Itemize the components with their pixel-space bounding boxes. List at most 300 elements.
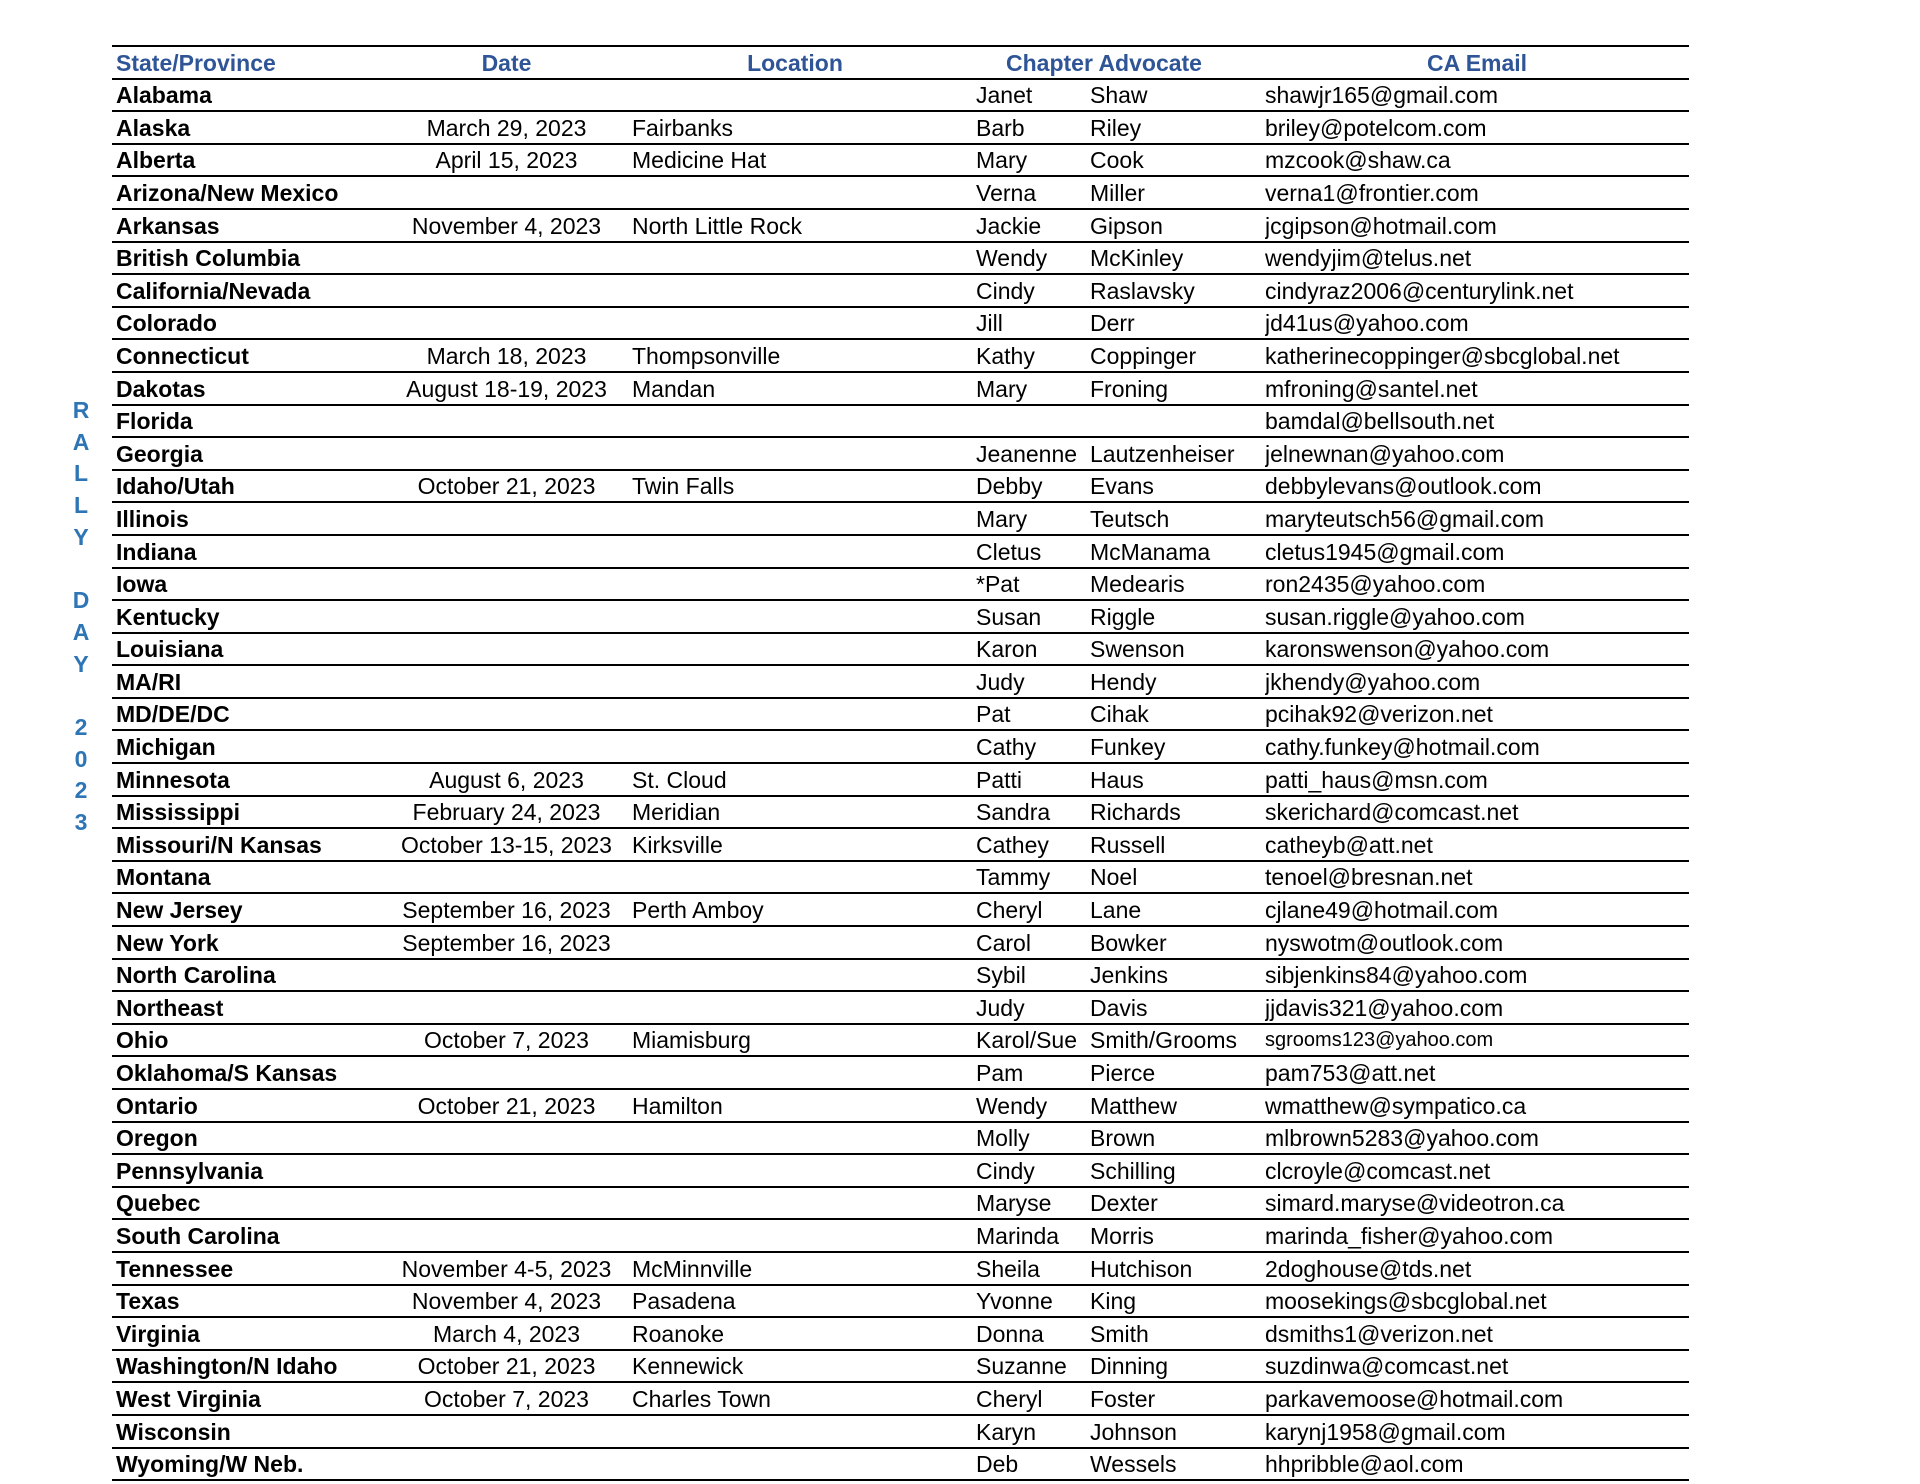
date-cell xyxy=(389,405,624,438)
header-ca-email: CA Email xyxy=(1265,46,1689,79)
advocate-first-name-cell: Pam xyxy=(966,1056,1090,1089)
date-cell xyxy=(389,1154,624,1187)
state-cell: Washington/N Idaho xyxy=(112,1350,389,1383)
state-cell: Connecticut xyxy=(112,339,389,372)
ca-email-cell: parkavemoose@hotmail.com xyxy=(1265,1382,1689,1415)
table-row xyxy=(112,1317,1689,1350)
advocate-last-name-cell: Haus xyxy=(1090,763,1265,796)
ca-email-cell: wmatthew@sympatico.ca xyxy=(1265,1089,1689,1122)
location-cell xyxy=(624,600,966,633)
state-cell: Wyoming/W Neb. xyxy=(112,1448,389,1481)
ca-email-cell: pcihak92@verizon.net xyxy=(1265,698,1689,731)
rally-day-side-label xyxy=(66,395,96,839)
location-cell xyxy=(624,861,966,894)
advocate-first-name-cell: Karol/Sue xyxy=(966,1024,1090,1057)
table-row xyxy=(112,502,1689,535)
table-row xyxy=(112,1122,1689,1155)
side-label-letter: Y xyxy=(73,523,89,550)
state-cell: British Columbia xyxy=(112,242,389,275)
table-row xyxy=(112,991,1689,1024)
state-cell: Oregon xyxy=(112,1122,389,1155)
table-row xyxy=(112,1089,1689,1122)
date-cell xyxy=(389,535,624,568)
location-cell: Fairbanks xyxy=(624,111,966,144)
table-row xyxy=(112,796,1689,829)
location-cell xyxy=(624,730,966,763)
ca-email-cell: karynj1958@gmail.com xyxy=(1265,1415,1689,1448)
table-row xyxy=(112,274,1689,307)
date-cell: November 4, 2023 xyxy=(389,209,624,242)
location-cell: Miamisburg xyxy=(624,1024,966,1057)
advocate-first-name-cell: Sheila xyxy=(966,1252,1090,1285)
location-cell: Medicine Hat xyxy=(624,144,966,177)
table-row xyxy=(112,339,1689,372)
date-cell xyxy=(389,600,624,633)
location-cell xyxy=(624,535,966,568)
state-cell: Iowa xyxy=(112,568,389,601)
chapter-advocate-table xyxy=(112,45,1689,1481)
table-row xyxy=(112,1056,1689,1089)
ca-email-cell: hhpribble@aol.com xyxy=(1265,1448,1689,1481)
advocate-first-name-cell: Maryse xyxy=(966,1187,1090,1220)
advocate-last-name-cell: Johnson xyxy=(1090,1415,1265,1448)
location-cell: Kirksville xyxy=(624,828,966,861)
advocate-last-name-cell: Miller xyxy=(1090,176,1265,209)
ca-email-cell: marinda_fisher@yahoo.com xyxy=(1265,1219,1689,1252)
header-state: State/Province xyxy=(112,46,389,79)
table-row xyxy=(112,1448,1689,1481)
advocate-first-name-cell: Sybil xyxy=(966,959,1090,992)
advocate-first-name-cell: Judy xyxy=(966,991,1090,1024)
state-cell: Wisconsin xyxy=(112,1415,389,1448)
ca-email-cell: mlbrown5283@yahoo.com xyxy=(1265,1122,1689,1155)
advocate-first-name-cell: Wendy xyxy=(966,242,1090,275)
date-cell xyxy=(389,176,624,209)
table-row xyxy=(112,1252,1689,1285)
advocate-last-name-cell: Raslavsky xyxy=(1090,274,1265,307)
advocate-first-name-cell: Cindy xyxy=(966,1154,1090,1187)
ca-email-cell: nyswotm@outlook.com xyxy=(1265,926,1689,959)
location-cell: Hamilton xyxy=(624,1089,966,1122)
advocate-first-name-cell: Patti xyxy=(966,763,1090,796)
advocate-first-name-cell: Barb xyxy=(966,111,1090,144)
table-row xyxy=(112,1350,1689,1383)
location-cell xyxy=(624,568,966,601)
table-row xyxy=(112,633,1689,666)
location-cell: McMinnville xyxy=(624,1252,966,1285)
advocate-last-name-cell: Matthew xyxy=(1090,1089,1265,1122)
table-row xyxy=(112,79,1689,112)
date-cell: August 6, 2023 xyxy=(389,763,624,796)
advocate-last-name-cell: Smith xyxy=(1090,1317,1265,1350)
date-cell: March 29, 2023 xyxy=(389,111,624,144)
table-row xyxy=(112,665,1689,698)
state-cell: Arkansas xyxy=(112,209,389,242)
ca-email-cell: debbylevans@outlook.com xyxy=(1265,470,1689,503)
ca-email-cell: moosekings@sbcglobal.net xyxy=(1265,1285,1689,1318)
side-label-letter: L xyxy=(73,460,89,487)
advocate-last-name-cell: King xyxy=(1090,1285,1265,1318)
table-row xyxy=(112,242,1689,275)
table-row xyxy=(112,405,1689,438)
advocate-last-name-cell: Bowker xyxy=(1090,926,1265,959)
table-row xyxy=(112,535,1689,568)
advocate-first-name-cell: Tammy xyxy=(966,861,1090,894)
date-cell xyxy=(389,242,624,275)
state-cell: New Jersey xyxy=(112,893,389,926)
ca-email-cell: clcroyle@comcast.net xyxy=(1265,1154,1689,1187)
location-cell: North Little Rock xyxy=(624,209,966,242)
side-label-letter: A xyxy=(72,428,90,455)
table-row xyxy=(112,1382,1689,1415)
date-cell: October 21, 2023 xyxy=(389,470,624,503)
table-row xyxy=(112,176,1689,209)
advocate-first-name-cell: Yvonne xyxy=(966,1285,1090,1318)
state-cell: North Carolina xyxy=(112,959,389,992)
advocate-last-name-cell: Medearis xyxy=(1090,568,1265,601)
advocate-last-name-cell: McKinley xyxy=(1090,242,1265,275)
table-row xyxy=(112,568,1689,601)
advocate-first-name-cell: Carol xyxy=(966,926,1090,959)
advocate-first-name-cell: Marinda xyxy=(966,1219,1090,1252)
location-cell: Pasadena xyxy=(624,1285,966,1318)
ca-email-cell: cindyraz2006@centurylink.net xyxy=(1265,274,1689,307)
location-cell xyxy=(624,1187,966,1220)
state-cell: Tennessee xyxy=(112,1252,389,1285)
advocate-last-name-cell: Russell xyxy=(1090,828,1265,861)
ca-email-cell: jd41us@yahoo.com xyxy=(1265,307,1689,340)
date-cell: April 15, 2023 xyxy=(389,144,624,177)
advocate-last-name-cell: Lane xyxy=(1090,893,1265,926)
state-cell: Ohio xyxy=(112,1024,389,1057)
ca-email-cell: tenoel@bresnan.net xyxy=(1265,861,1689,894)
advocate-last-name-cell: Hutchison xyxy=(1090,1252,1265,1285)
table-row xyxy=(112,372,1689,405)
state-cell: Quebec xyxy=(112,1187,389,1220)
state-cell: Minnesota xyxy=(112,763,389,796)
side-label-letter: 3 xyxy=(74,808,88,835)
state-cell: Indiana xyxy=(112,535,389,568)
ca-email-cell: karonswenson@yahoo.com xyxy=(1265,633,1689,666)
advocate-first-name-cell: Donna xyxy=(966,1317,1090,1350)
advocate-first-name-cell: Cheryl xyxy=(966,893,1090,926)
table-row xyxy=(112,470,1689,503)
advocate-last-name-cell: Funkey xyxy=(1090,730,1265,763)
side-label-letter: Y xyxy=(73,650,89,677)
table-row xyxy=(112,1415,1689,1448)
table-header xyxy=(112,46,1689,79)
state-cell: Ontario xyxy=(112,1089,389,1122)
location-cell: Charles Town xyxy=(624,1382,966,1415)
advocate-first-name-cell: Susan xyxy=(966,600,1090,633)
state-cell: Pennsylvania xyxy=(112,1154,389,1187)
state-cell: South Carolina xyxy=(112,1219,389,1252)
table-row xyxy=(112,1187,1689,1220)
ca-email-cell: katherinecoppinger@sbcglobal.net xyxy=(1265,339,1689,372)
state-cell: Idaho/Utah xyxy=(112,470,389,503)
location-cell xyxy=(624,1122,966,1155)
location-cell xyxy=(624,1219,966,1252)
ca-email-cell: sibjenkins84@yahoo.com xyxy=(1265,959,1689,992)
location-cell: Meridian xyxy=(624,796,966,829)
ca-email-cell: maryteutsch56@gmail.com xyxy=(1265,502,1689,535)
state-cell: Arizona/New Mexico xyxy=(112,176,389,209)
advocate-last-name-cell: Froning xyxy=(1090,372,1265,405)
advocate-last-name-cell: Noel xyxy=(1090,861,1265,894)
ca-email-cell: wendyjim@telus.net xyxy=(1265,242,1689,275)
date-cell: August 18-19, 2023 xyxy=(389,372,624,405)
state-cell: MA/RI xyxy=(112,665,389,698)
advocate-last-name-cell: Morris xyxy=(1090,1219,1265,1252)
advocate-first-name-cell: Kathy xyxy=(966,339,1090,372)
date-cell: October 7, 2023 xyxy=(389,1382,624,1415)
state-cell: New York xyxy=(112,926,389,959)
state-cell: Kentucky xyxy=(112,600,389,633)
location-cell xyxy=(624,1056,966,1089)
advocate-last-name-cell: Smith/Grooms xyxy=(1090,1024,1265,1057)
advocate-first-name-cell: Cathy xyxy=(966,730,1090,763)
table-row xyxy=(112,600,1689,633)
advocate-last-name-cell: Gipson xyxy=(1090,209,1265,242)
advocate-first-name-cell: Mary xyxy=(966,372,1090,405)
advocate-last-name-cell: Derr xyxy=(1090,307,1265,340)
advocate-last-name-cell: McManama xyxy=(1090,535,1265,568)
date-cell xyxy=(389,1187,624,1220)
table-row xyxy=(112,698,1689,731)
advocate-last-name-cell: Jenkins xyxy=(1090,959,1265,992)
table-row xyxy=(112,730,1689,763)
side-label-letter: A xyxy=(72,618,90,645)
ca-email-cell: shawjr165@gmail.com xyxy=(1265,79,1689,112)
state-cell: Texas xyxy=(112,1285,389,1318)
location-cell xyxy=(624,991,966,1024)
ca-email-cell: cletus1945@gmail.com xyxy=(1265,535,1689,568)
location-cell xyxy=(624,926,966,959)
date-cell: November 4, 2023 xyxy=(389,1285,624,1318)
date-cell xyxy=(389,991,624,1024)
table-row xyxy=(112,1154,1689,1187)
location-cell: Perth Amboy xyxy=(624,893,966,926)
table-row xyxy=(112,307,1689,340)
location-cell xyxy=(624,79,966,112)
advocate-last-name-cell: Dinning xyxy=(1090,1350,1265,1383)
ca-email-cell: simard.maryse@videotron.ca xyxy=(1265,1187,1689,1220)
advocate-first-name-cell: Debby xyxy=(966,470,1090,503)
side-label-letter xyxy=(66,680,96,712)
advocate-first-name-cell: Deb xyxy=(966,1448,1090,1481)
date-cell: September 16, 2023 xyxy=(389,926,624,959)
ca-email-cell: patti_haus@msn.com xyxy=(1265,763,1689,796)
state-cell: Alberta xyxy=(112,144,389,177)
ca-email-cell: susan.riggle@yahoo.com xyxy=(1265,600,1689,633)
state-cell: California/Nevada xyxy=(112,274,389,307)
location-cell xyxy=(624,274,966,307)
date-cell xyxy=(389,633,624,666)
state-cell: Missouri/N Kansas xyxy=(112,828,389,861)
table-row xyxy=(112,861,1689,894)
advocate-last-name-cell xyxy=(1090,405,1265,438)
advocate-first-name-cell: Suzanne xyxy=(966,1350,1090,1383)
table-row xyxy=(112,828,1689,861)
header-date: Date xyxy=(389,46,624,79)
advocate-last-name-cell: Swenson xyxy=(1090,633,1265,666)
date-cell: September 16, 2023 xyxy=(389,893,624,926)
ca-email-cell: 2doghouse@tds.net xyxy=(1265,1252,1689,1285)
table-row xyxy=(112,926,1689,959)
date-cell xyxy=(389,307,624,340)
ca-email-cell: sgrooms123@yahoo.com xyxy=(1265,1024,1689,1057)
location-cell xyxy=(624,502,966,535)
advocate-last-name-cell: Schilling xyxy=(1090,1154,1265,1187)
table-row xyxy=(112,111,1689,144)
state-cell: Florida xyxy=(112,405,389,438)
date-cell xyxy=(389,1056,624,1089)
advocate-last-name-cell: Coppinger xyxy=(1090,339,1265,372)
ca-email-cell: mfroning@santel.net xyxy=(1265,372,1689,405)
advocate-first-name-cell: Cindy xyxy=(966,274,1090,307)
state-cell: Mississippi xyxy=(112,796,389,829)
ca-email-cell: mzcook@shaw.ca xyxy=(1265,144,1689,177)
advocate-first-name-cell: Jeanenne xyxy=(966,437,1090,470)
advocate-first-name-cell: Cletus xyxy=(966,535,1090,568)
date-cell xyxy=(389,568,624,601)
side-label-letter: 2 xyxy=(74,713,88,740)
date-cell: October 21, 2023 xyxy=(389,1089,624,1122)
date-cell xyxy=(389,698,624,731)
state-cell: Oklahoma/S Kansas xyxy=(112,1056,389,1089)
table-row xyxy=(112,893,1689,926)
advocate-last-name-cell: Wessels xyxy=(1090,1448,1265,1481)
date-cell xyxy=(389,437,624,470)
advocate-last-name-cell: Pierce xyxy=(1090,1056,1265,1089)
state-cell: Northeast xyxy=(112,991,389,1024)
location-cell: Thompsonville xyxy=(624,339,966,372)
ca-email-cell: jelnewnan@yahoo.com xyxy=(1265,437,1689,470)
location-cell xyxy=(624,1415,966,1448)
location-cell xyxy=(624,437,966,470)
state-cell: Virginia xyxy=(112,1317,389,1350)
table-row xyxy=(112,1285,1689,1318)
date-cell: March 18, 2023 xyxy=(389,339,624,372)
location-cell xyxy=(624,1154,966,1187)
side-label-letter: L xyxy=(73,492,89,519)
advocate-first-name-cell: Cheryl xyxy=(966,1382,1090,1415)
table-row xyxy=(112,959,1689,992)
location-cell: Kennewick xyxy=(624,1350,966,1383)
table-row xyxy=(112,144,1689,177)
advocate-last-name-cell: Teutsch xyxy=(1090,502,1265,535)
header-location: Location xyxy=(624,46,966,79)
advocate-last-name-cell: Hendy xyxy=(1090,665,1265,698)
state-cell: Dakotas xyxy=(112,372,389,405)
date-cell: October 13-15, 2023 xyxy=(389,828,624,861)
location-cell xyxy=(624,405,966,438)
side-label-letter: R xyxy=(72,397,90,423)
advocate-first-name-cell xyxy=(966,405,1090,438)
header-chapter-advocate: Chapter Advocate xyxy=(966,46,1265,79)
ca-email-cell: dsmiths1@verizon.net xyxy=(1265,1317,1689,1350)
side-label-letter xyxy=(66,553,96,585)
advocate-last-name-cell: Evans xyxy=(1090,470,1265,503)
date-cell xyxy=(389,959,624,992)
date-cell xyxy=(389,665,624,698)
location-cell xyxy=(624,176,966,209)
advocate-first-name-cell: Wendy xyxy=(966,1089,1090,1122)
ca-email-cell: bamdal@bellsouth.net xyxy=(1265,405,1689,438)
advocate-first-name-cell: Mary xyxy=(966,144,1090,177)
state-cell: Louisiana xyxy=(112,633,389,666)
table-row xyxy=(112,437,1689,470)
header-row xyxy=(112,46,1689,79)
state-cell: West Virginia xyxy=(112,1382,389,1415)
table-body xyxy=(112,79,1689,1481)
ca-email-cell: catheyb@att.net xyxy=(1265,828,1689,861)
advocate-first-name-cell: Molly xyxy=(966,1122,1090,1155)
location-cell: St. Cloud xyxy=(624,763,966,796)
date-cell xyxy=(389,1122,624,1155)
advocate-first-name-cell: Judy xyxy=(966,665,1090,698)
advocate-last-name-cell: Cook xyxy=(1090,144,1265,177)
advocate-first-name-cell: Karyn xyxy=(966,1415,1090,1448)
advocate-first-name-cell: Karon xyxy=(966,633,1090,666)
ca-email-cell: suzdinwa@comcast.net xyxy=(1265,1350,1689,1383)
table-row xyxy=(112,1024,1689,1057)
table-row xyxy=(112,1219,1689,1252)
advocate-last-name-cell: Foster xyxy=(1090,1382,1265,1415)
side-label-letter: 2 xyxy=(74,777,88,804)
advocate-first-name-cell: Jackie xyxy=(966,209,1090,242)
date-cell: February 24, 2023 xyxy=(389,796,624,829)
advocate-first-name-cell: Mary xyxy=(966,502,1090,535)
ca-email-cell: jcgipson@hotmail.com xyxy=(1265,209,1689,242)
date-cell xyxy=(389,730,624,763)
ca-email-cell: cathy.funkey@hotmail.com xyxy=(1265,730,1689,763)
advocate-first-name-cell: Cathey xyxy=(966,828,1090,861)
state-cell: Colorado xyxy=(112,307,389,340)
advocate-last-name-cell: Dexter xyxy=(1090,1187,1265,1220)
ca-email-cell: skerichard@comcast.net xyxy=(1265,796,1689,829)
date-cell xyxy=(389,1219,624,1252)
ca-email-cell: jkhendy@yahoo.com xyxy=(1265,665,1689,698)
location-cell xyxy=(624,959,966,992)
date-cell xyxy=(389,1448,624,1481)
ca-email-cell: jjdavis321@yahoo.com xyxy=(1265,991,1689,1024)
advocate-first-name-cell: Pat xyxy=(966,698,1090,731)
state-cell: MD/DE/DC xyxy=(112,698,389,731)
advocate-last-name-cell: Lautzenheiser xyxy=(1090,437,1265,470)
state-cell: Georgia xyxy=(112,437,389,470)
location-cell xyxy=(624,665,966,698)
advocate-first-name-cell: Janet xyxy=(966,79,1090,112)
side-label-letter: 0 xyxy=(74,745,88,772)
state-cell: Alabama xyxy=(112,79,389,112)
side-label-letter: D xyxy=(72,587,90,614)
state-cell: Montana xyxy=(112,861,389,894)
date-cell: October 7, 2023 xyxy=(389,1024,624,1057)
advocate-first-name-cell: Verna xyxy=(966,176,1090,209)
state-cell: Illinois xyxy=(112,502,389,535)
location-cell: Roanoke xyxy=(624,1317,966,1350)
date-cell: November 4-5, 2023 xyxy=(389,1252,624,1285)
date-cell xyxy=(389,861,624,894)
date-cell: March 4, 2023 xyxy=(389,1317,624,1350)
location-cell xyxy=(624,698,966,731)
advocate-last-name-cell: Richards xyxy=(1090,796,1265,829)
advocate-last-name-cell: Riggle xyxy=(1090,600,1265,633)
location-cell: Mandan xyxy=(624,372,966,405)
ca-email-cell: verna1@frontier.com xyxy=(1265,176,1689,209)
ca-email-cell: pam753@att.net xyxy=(1265,1056,1689,1089)
